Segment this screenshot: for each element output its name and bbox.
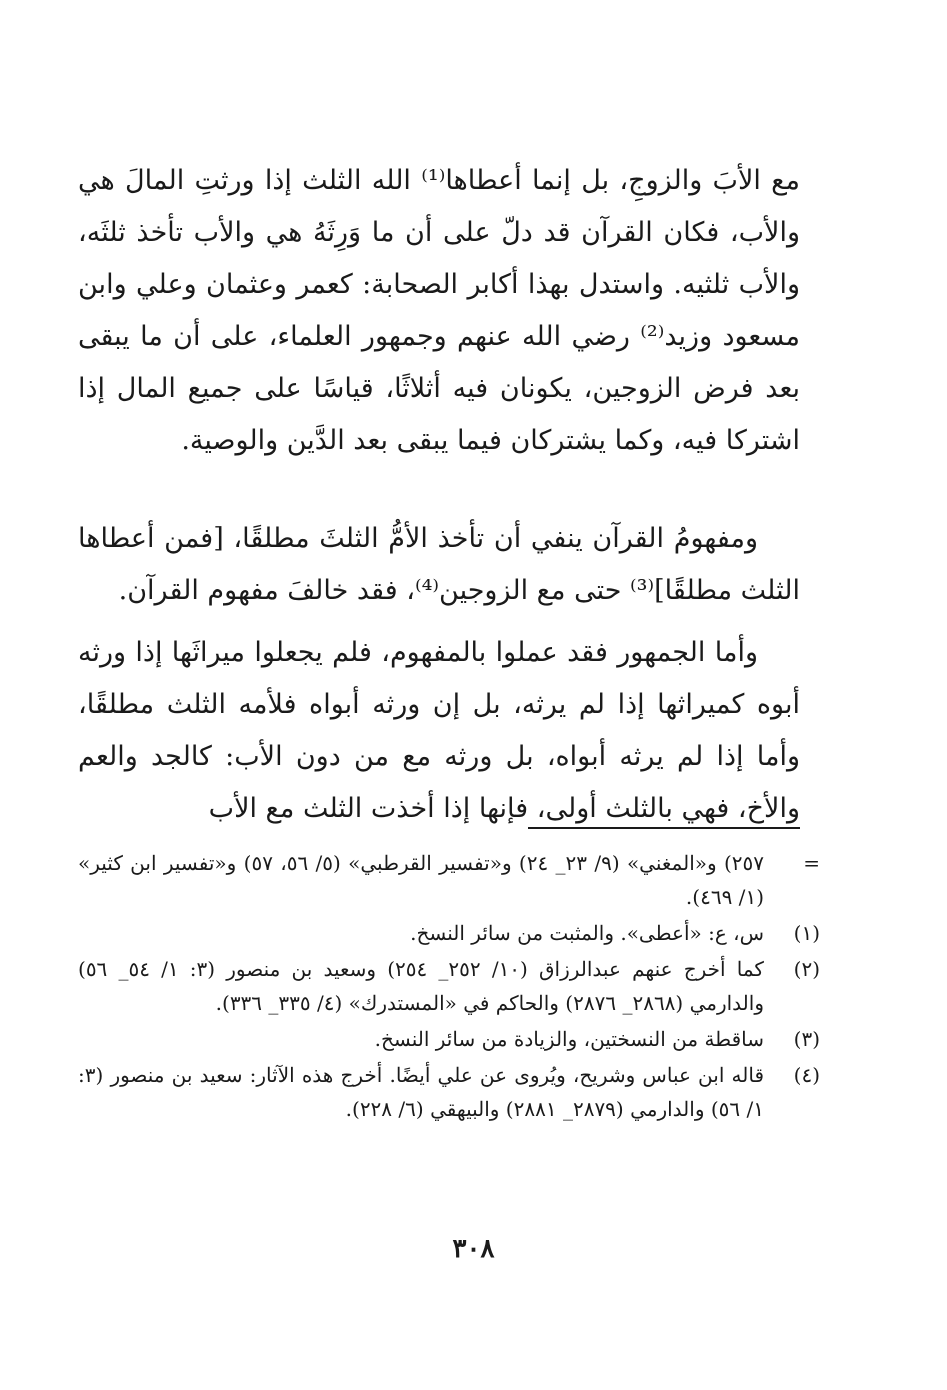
footnote-text: ساقطة من النسختين، والزيادة من سائر النسخ. xyxy=(374,1027,764,1051)
footnote-3 xyxy=(78,1022,820,1056)
footnote-1 xyxy=(78,916,820,950)
footnote-separator xyxy=(528,827,800,829)
footnote-text: كما أخرج عنهم عبدالرزاق (١٠/ ٢٥٢_ ٢٥٤) وسعيد بن منصور (٣: ١/ ٥٤_ ٥٦) والدارمي (٢٨٦٨_ ٢٨٧٦) والحاكم في «المستدرك» (٤/ ٣٣٥_ ٣٣٦). xyxy=(78,957,764,1015)
page-number: ٣٠٨ xyxy=(452,1234,495,1264)
footnote-mark: = xyxy=(803,851,820,875)
footnotes xyxy=(78,846,820,1128)
footnote-2 xyxy=(78,952,820,1020)
footnote-mark: (٣) xyxy=(793,1027,820,1051)
body-paragraph-1: مع الأبَ والزوجِ، بل إنما أعطاها⁽¹⁾ الله الثلث إذا ورثتِ المالَ هي والأب، فكان القرآن قد دلّ على أن ما وَرِثَهُ هي والأب تأخذ ثلثَه، والأب ثلثيه. واستدل بهذا أكابر الصحابة: كعمر وعثمان وعلي وابن مسعود وزيد⁽²⁾ رضي الله عنهم وجمهور العلماء، على أن ما يبقى بعد فرض الزوجين، يكونان فيه أثلاثًا، قياسًا على جميع المال إذا اشتركا فيه، وكما يشتركان فيما يبقى بعد الدَّين والوصية. xyxy=(78,165,800,456)
body-paragraph-2: ومفهومُ القرآن ينفي أن تأخذ الأمُّ الثلثَ مطلقًا، [فمن أعطاها الثلث مطلقًا]⁽³⁾ حتى مع الزوجين⁽⁴⁾، فقد خالفَ مفهوم القرآن. xyxy=(78,523,800,606)
footnote-mark: (١) xyxy=(793,921,820,945)
footnote-text: ٢٥٧) و«المغني» (٩/ ٢٣_ ٢٤) و«تفسير القرطبي» (٥/ ٥٦، ٥٧) و«تفسير ابن كثير» (١/ ٤٦٩). xyxy=(78,851,764,909)
footnote-text: قاله ابن عباس وشريح، ويُروى عن علي أيضًا. أخرج هذه الآثار: سعيد بن منصور (٣: ١/ ٥٦) والدارمي (٢٨٧٩_ ٢٨٨١) والبيهقي (٦/ ٢٢٨). xyxy=(78,1063,764,1121)
footnote-text: س، ع: «أعطى». والمثبت من سائر النسخ. xyxy=(410,921,764,945)
footnote-continuation xyxy=(78,846,820,914)
body-paragraph-3: وأما الجمهور فقد عملوا بالمفهوم، فلم يجعلوا ميراثَها إذا ورثه أبوه كميراثها إذا لم يرثه، بل إن ورثه أبواه فلأمه الثلث مطلقًا، وأما إذا لم يرثه أبواه، بل ورثه مع من دون الأب: كالجد والعم والأخ، فهي بالثلث أولى، فإنها إذا أخذت الثلث مع الأب xyxy=(78,637,800,824)
footnote-4 xyxy=(78,1058,820,1126)
footnote-mark: (٤) xyxy=(793,1063,820,1087)
footnote-mark: (٢) xyxy=(793,957,820,981)
